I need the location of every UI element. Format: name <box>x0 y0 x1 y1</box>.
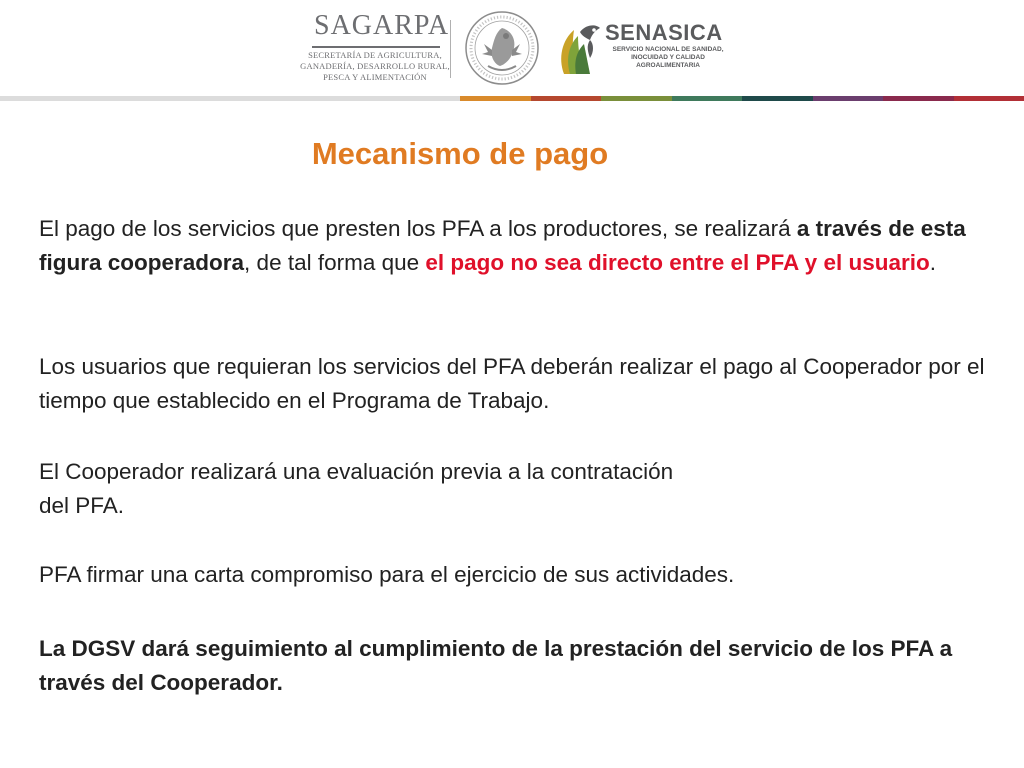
color-bar-segment <box>742 96 813 101</box>
paragraph-highlight-text: el pago no sea directo entre el PFA y el usuario <box>425 250 930 275</box>
paragraph-text: El pago de los servicios que presten los PFA a los productores, se realizará <box>39 216 797 241</box>
paragraph-dgsv-followup: La DGSV dará seguimiento al cumplimiento de la prestación del servicio de los PFA a través del Cooperador. <box>39 636 953 695</box>
senasica-logo-icon <box>556 18 604 78</box>
paragraph-line: El Cooperador realizará una evaluación previa a la contratación <box>39 459 674 484</box>
paragraph-payment-mechanism <box>39 212 989 280</box>
senasica-subtitle <box>606 46 730 70</box>
senasica-subtitle-line: INOCUIDAD Y CALIDAD <box>631 54 705 61</box>
paragraph-text: . <box>929 250 936 275</box>
paragraph-text: , de tal forma que <box>244 250 426 275</box>
mexico-seal-icon <box>462 8 542 88</box>
color-bar-segment <box>954 96 1024 101</box>
sagarpa-subtitle <box>300 50 450 83</box>
color-bar-segment <box>813 96 884 101</box>
senasica-name: SENASICA <box>605 20 723 45</box>
slide-title: Mecanismo de pago <box>311 136 609 171</box>
color-bar-segment <box>672 96 743 101</box>
header-color-bar <box>460 96 1024 101</box>
sagarpa-name: SAGARPA <box>314 10 450 41</box>
senasica-subtitle-line: AGROALIMENTARIA <box>636 62 700 69</box>
color-bar-segment <box>601 96 672 101</box>
color-bar-segment <box>460 96 531 101</box>
paragraph-users-payment: Los usuarios que requieran los servicios del PFA deberán realizar el pago al Cooperador por el tiempo que establecido en el Programa de Trabajo. <box>39 354 985 413</box>
header <box>0 0 1024 96</box>
sagarpa-rule <box>312 46 440 48</box>
paragraph-commitment-letter: PFA firmar una carta compromiso para el ejercicio de sus actividades. <box>39 562 735 587</box>
paragraph-bold-text: a través de esta figura cooperadora <box>39 216 966 275</box>
header-gray-rule <box>0 96 460 101</box>
paragraph-cooperator-evaluation <box>39 455 989 523</box>
sagarpa-subtitle-line: GANADERÍA, DESARROLLO RURAL, <box>300 61 450 71</box>
paragraph-line: del PFA. <box>39 493 125 518</box>
sagarpa-subtitle-line: PESCA Y ALIMENTACIÓN <box>323 72 427 82</box>
sagarpa-subtitle-line: SECRETARÍA DE AGRICULTURA, <box>308 50 442 60</box>
header-divider <box>450 20 451 78</box>
color-bar-segment <box>531 96 602 101</box>
sagarpa-logo <box>300 10 450 90</box>
senasica-subtitle-line: SERVICIO NACIONAL DE SANIDAD, <box>612 46 724 53</box>
color-bar-segment <box>883 96 954 101</box>
